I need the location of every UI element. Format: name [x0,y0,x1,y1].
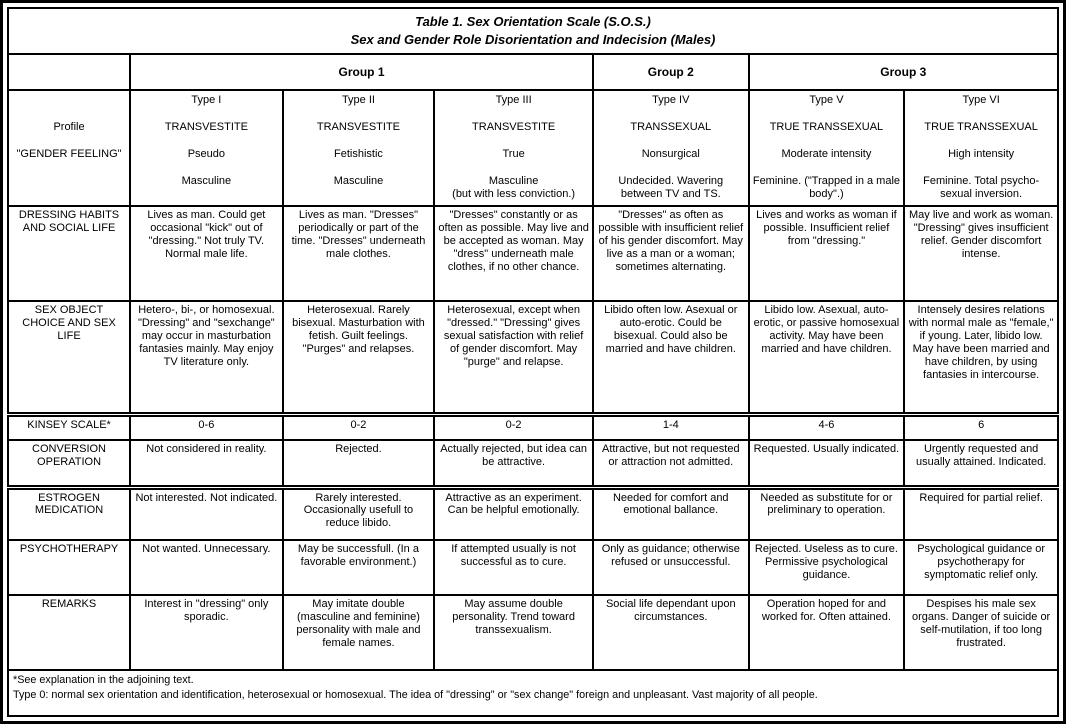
row-label-dressing-habits: DRESSING HABITS AND SOCIAL LIFE [8,206,130,301]
profile-gender-feeling: Masculine [333,175,384,187]
cell-sexobject-type-i: Hetero-, bi-, or homosexual. "Dressing" and "sexchange" may occur in masturbation fantasies mainly. May enjoy TV literature only. [130,301,283,414]
row-psychotherapy [8,540,1058,595]
cell-conversion-type-i: Not considered in reality. [130,440,283,487]
cell-psychotherapy-type-i: Not wanted. Unnecessary. [130,540,283,595]
cell-sexobject-type-vi: Intensely desires relations with normal male as "female," if young. Later, libido low. May have been married and have children, by using fantasies in intercourse. [904,301,1058,414]
profile-subtype: True [502,148,525,160]
cell-conversion-type-iv: Attractive, but not requested or attraction not admitted. [593,440,749,487]
cell-dressing-type-iv: "Dresses" as often as possible with insufficient relief of his gender discomfort. May live as a man or a woman; sometimes alternating. [593,206,749,301]
cell-remarks-type-i: Interest in "dressing" only sporadic. [130,595,283,670]
profile-gender-feeling: Masculine [181,175,232,187]
cell-sexobject-type-ii: Heterosexual. Rarely bisexual. Masturbation with fetish. Guilt feelings. "Purges" and relapses. [283,301,435,414]
profile-cell-type-vi [904,90,1058,206]
profile-type-name: Type II [341,94,375,106]
profile-subtype: Fetishistic [334,148,383,160]
group-header-1: Group 1 [130,54,593,90]
table-title [8,8,1058,54]
profile-gender-feeling: Undecided. Wavering between TV and TS. [618,175,724,200]
cell-estrogen-type-i: Not interested. Not indicated. [130,487,283,540]
cell-kinsey-type-ii: 0-2 [283,414,435,440]
cell-estrogen-type-iii: Attractive as an experiment. Can be helpful emotionally. [434,487,593,540]
row-label-sex-object-choice: SEX OBJECT CHOICE AND SEX LIFE [8,301,130,414]
cell-sexobject-type-iv: Libido often low. Asexual or auto-erotic. Could be bisexual. Could also be married and have children. [593,301,749,414]
profile-row-label-profile: Profile [53,121,85,133]
group-header-row [8,54,1058,90]
group-header-3: Group 3 [749,54,1058,90]
profile-category: TRANSVESTITE [472,121,556,133]
cell-kinsey-type-vi: 6 [904,414,1058,440]
cell-psychotherapy-type-ii: May be successfull. (In a favorable environment.) [283,540,435,595]
cell-remarks-type-v: Operation hoped for and worked for. Often attained. [749,595,905,670]
profile-cell-type-i [130,90,283,206]
row-dressing-habits [8,206,1058,301]
cell-remarks-type-iii: May assume double personality. Trend toward transsexualism. [434,595,593,670]
profile-type-name: Type VI [962,94,1000,106]
cell-kinsey-type-i: 0-6 [130,414,283,440]
profile-cell-type-ii [283,90,435,206]
profile-type-name: Type I [191,94,222,106]
cell-conversion-type-iii: Actually rejected, but idea can be attractive. [434,440,593,487]
cell-sexobject-type-iii: Heterosexual, except when "dressed." "Dressing" gives sexual satisfaction with relief of gender discomfort. May "purge" and relapse. [434,301,593,414]
cell-remarks-type-ii: May imitate double (masculine and feminine) personality with male and female names. [283,595,435,670]
profile-type-name: Type IV [652,94,690,106]
cell-psychotherapy-type-vi: Psychological guidance or psychotherapy for symptomatic relief only. [904,540,1058,595]
profile-category: TRUE TRANSSEXUAL [769,121,884,133]
cell-dressing-type-ii: Lives as man. "Dresses" periodically or part of the time. "Dresses" underneath male clothes. [283,206,435,301]
table-title-line-1: Table 1. Sex Orientation Scale (S.O.S.) [415,14,651,30]
footnote-cell [8,670,1058,716]
cell-estrogen-type-ii: Rarely interested. Occasionally usefull to reduce libido. [283,487,435,540]
profile-category: TRANSVESTITE [316,121,401,133]
profile-row-label-gender-feeling: "GENDER FEELING" [16,148,122,160]
row-label-conversion-operation: CONVERSION OPERATION [8,440,130,487]
cell-remarks-type-vi: Despises his male sex organs. Danger of suicide or self-mutilation, if too long frustrated. [904,595,1058,670]
group-header-spacer [8,54,130,90]
cell-estrogen-type-iv: Needed for comfort and emotional ballance. [593,487,749,540]
row-estrogen-medication [8,487,1058,540]
profile-subtype: Pseudo [187,148,226,160]
cell-dressing-type-iii: "Dresses" constantly or as often as possible. May live and be accepted as woman. May "dress" underneath male clothes, if no other chance. [434,206,593,301]
profile-subtype: Nonsurgical [641,148,700,160]
cell-psychotherapy-type-v: Rejected. Useless as to cure. Permissive psychological guidance. [749,540,905,595]
cell-kinsey-type-iv: 1-4 [593,414,749,440]
cell-remarks-type-iv: Social life dependant upon circumstances. [593,595,749,670]
sos-table [7,7,1059,717]
cell-sexobject-type-v: Libido low. Asexual, auto-erotic, or passive homosexual activity. May have been married and have children. [749,301,905,414]
row-label-kinsey-scale: KINSEY SCALE* [8,414,130,440]
profile-cell-type-iv [593,90,749,206]
row-kinsey-scale [8,414,1058,440]
cell-dressing-type-v: Lives and works as woman if possible. Insufficient relief from "dressing." [749,206,905,301]
profile-category: TRUE TRANSSEXUAL [924,121,1038,133]
table-title-row [8,8,1058,54]
footnote-line-1: *See explanation in the adjoining text. [13,674,194,686]
cell-kinsey-type-v: 4-6 [749,414,905,440]
profile-cell-type-v [749,90,905,206]
row-remarks [8,595,1058,670]
profile-gender-feeling: Masculine (but with less conviction.) [452,175,576,200]
cell-conversion-type-ii: Rejected. [283,440,435,487]
profile-category: TRANSVESTITE [164,121,248,133]
profile-row-label-spacer [12,94,126,121]
cell-dressing-type-vi: May live and work as woman. "Dressing" gives insufficient relief. Gender discomfort intense. [904,206,1058,301]
profile-type-name: Type V [809,94,844,106]
profile-subtype: Moderate intensity [781,148,872,160]
profile-subtype: High intensity [948,148,1015,160]
profile-cell-type-iii [434,90,593,206]
cell-conversion-type-v: Requested. Usually indicated. [749,440,905,487]
table-title-line-2: Sex and Gender Role Disorientation and Indecision (Males) [350,32,716,47]
cell-estrogen-type-v: Needed as substitute for or preliminary to operation. [749,487,905,540]
row-label-estrogen-medication: ESTROGEN MEDICATION [8,487,130,540]
row-label-psychotherapy: PSYCHOTHERAPY [8,540,130,595]
profile-gender-feeling: Feminine. Total psycho-sexual inversion. [923,175,1040,200]
cell-psychotherapy-type-iii: If attempted usually is not successful as to cure. [434,540,593,595]
cell-conversion-type-vi: Urgently requested and usually attained. Indicated. [904,440,1058,487]
footnote-line-2: Type 0: normal sex orientation and identification, heterosexual or homosexual. The idea of "dressing" or "sex change" foreign and unpleasant. Vast majority of all people. [13,688,818,701]
profile-row-label [8,90,130,206]
cell-estrogen-type-vi: Required for partial relief. [904,487,1058,540]
row-label-remarks: REMARKS [8,595,130,670]
cell-psychotherapy-type-iv: Only as guidance; otherwise refused or unsuccessful. [593,540,749,595]
profile-category: TRANSSEXUAL [630,121,712,133]
row-sex-object-choice [8,301,1058,414]
cell-kinsey-type-iii: 0-2 [434,414,593,440]
row-conversion-operation [8,440,1058,487]
profile-gender-feeling: Feminine. ("Trapped in a male body".) [752,175,901,200]
footnote-row [8,670,1058,716]
group-header-2: Group 2 [593,54,749,90]
profile-type-name: Type III [495,94,532,106]
profile-row [8,90,1058,206]
cell-dressing-type-i: Lives as man. Could get occasional "kick" out of "dressing." Not truly TV. Normal male life. [130,206,283,301]
